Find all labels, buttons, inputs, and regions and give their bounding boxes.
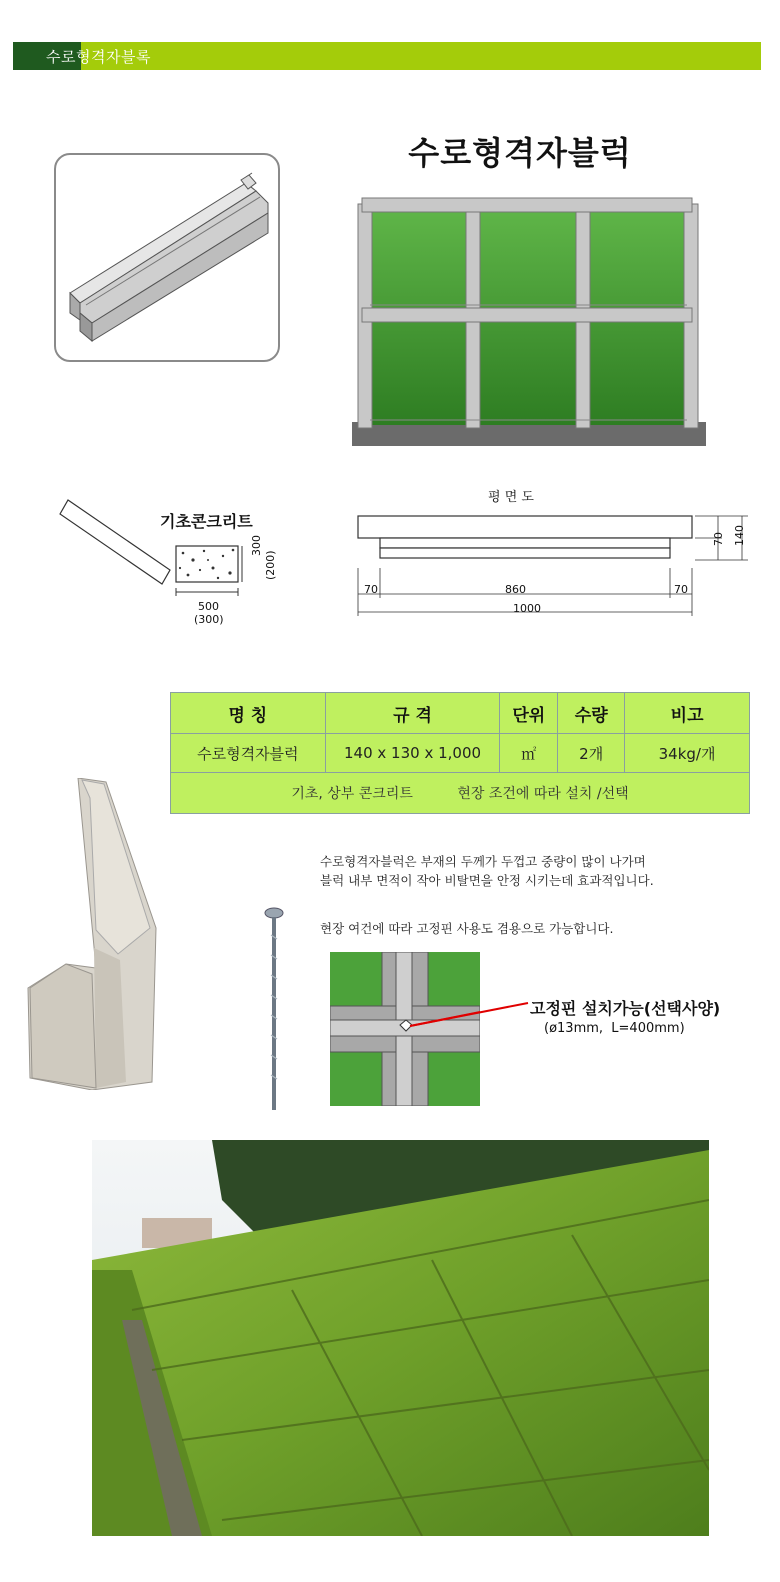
header-remark: 비고 [625, 693, 750, 734]
cell-remark: 34kg/개 [625, 734, 750, 773]
header-qty: 수량 [558, 693, 625, 734]
block-photo [26, 778, 160, 1090]
table-note-row [171, 773, 750, 814]
pin-label: 고정핀 설치가능(선택사양) [530, 999, 721, 1018]
dim-mid: 860 [505, 583, 526, 596]
foundation-label: 기초콘크리트 [160, 512, 253, 531]
pin-spec: (ø13mm, L=400mm) [544, 1021, 685, 1036]
dim-h1: 70 [712, 532, 725, 546]
table-header-row [171, 693, 750, 734]
grid-block-illustration [352, 190, 706, 446]
product-icon-card [54, 153, 280, 362]
header-unit: 단위 [500, 693, 558, 734]
dim-right: 70 [674, 583, 688, 596]
dim-left: 70 [364, 583, 378, 596]
cell-spec: 140 x 130 x 1,000 [325, 734, 500, 773]
spec-table [170, 692, 750, 814]
cell-note: 기초, 상부 콘크리트 현장 조건에 따라 설치 /선택 [171, 773, 750, 814]
product-title: 수로형격자블럭 [408, 134, 632, 172]
description-line-1: 수로형격자블럭은 부재의 두께가 두껍고 중량이 많이 나가며 [320, 854, 646, 869]
foundation-width-alt: (300) [194, 613, 224, 626]
dim-h2: 140 [733, 525, 746, 546]
description-line-2: 블럭 내부 면적이 작아 비탈면을 안정 시키는데 효과적입니다. [320, 873, 654, 888]
foundation-width: 500 [198, 600, 219, 613]
dim-total: 1000 [513, 602, 541, 615]
slope-site-photo [92, 1140, 709, 1536]
header-title: 수로형격자블록 [46, 48, 151, 66]
header-spec: 규 격 [325, 693, 500, 734]
pin-photo [262, 905, 286, 1115]
table-row [171, 734, 750, 773]
cell-unit: ㎡ [500, 734, 558, 773]
block-isometric-image [56, 155, 278, 360]
description-line-3: 현장 여건에 따라 고정핀 사용도 겸용으로 가능합니다. [320, 921, 614, 936]
cell-name: 수로형격자블럭 [171, 734, 326, 773]
plan-title: 평 면 도 [488, 490, 534, 505]
foundation-height: 300 [250, 535, 263, 556]
plan-view-drawing [350, 510, 750, 622]
pin-leader-line [410, 995, 530, 1035]
cell-qty: 2개 [558, 734, 625, 773]
header-name: 명 칭 [171, 693, 326, 734]
foundation-height-alt: (200) [264, 550, 277, 580]
